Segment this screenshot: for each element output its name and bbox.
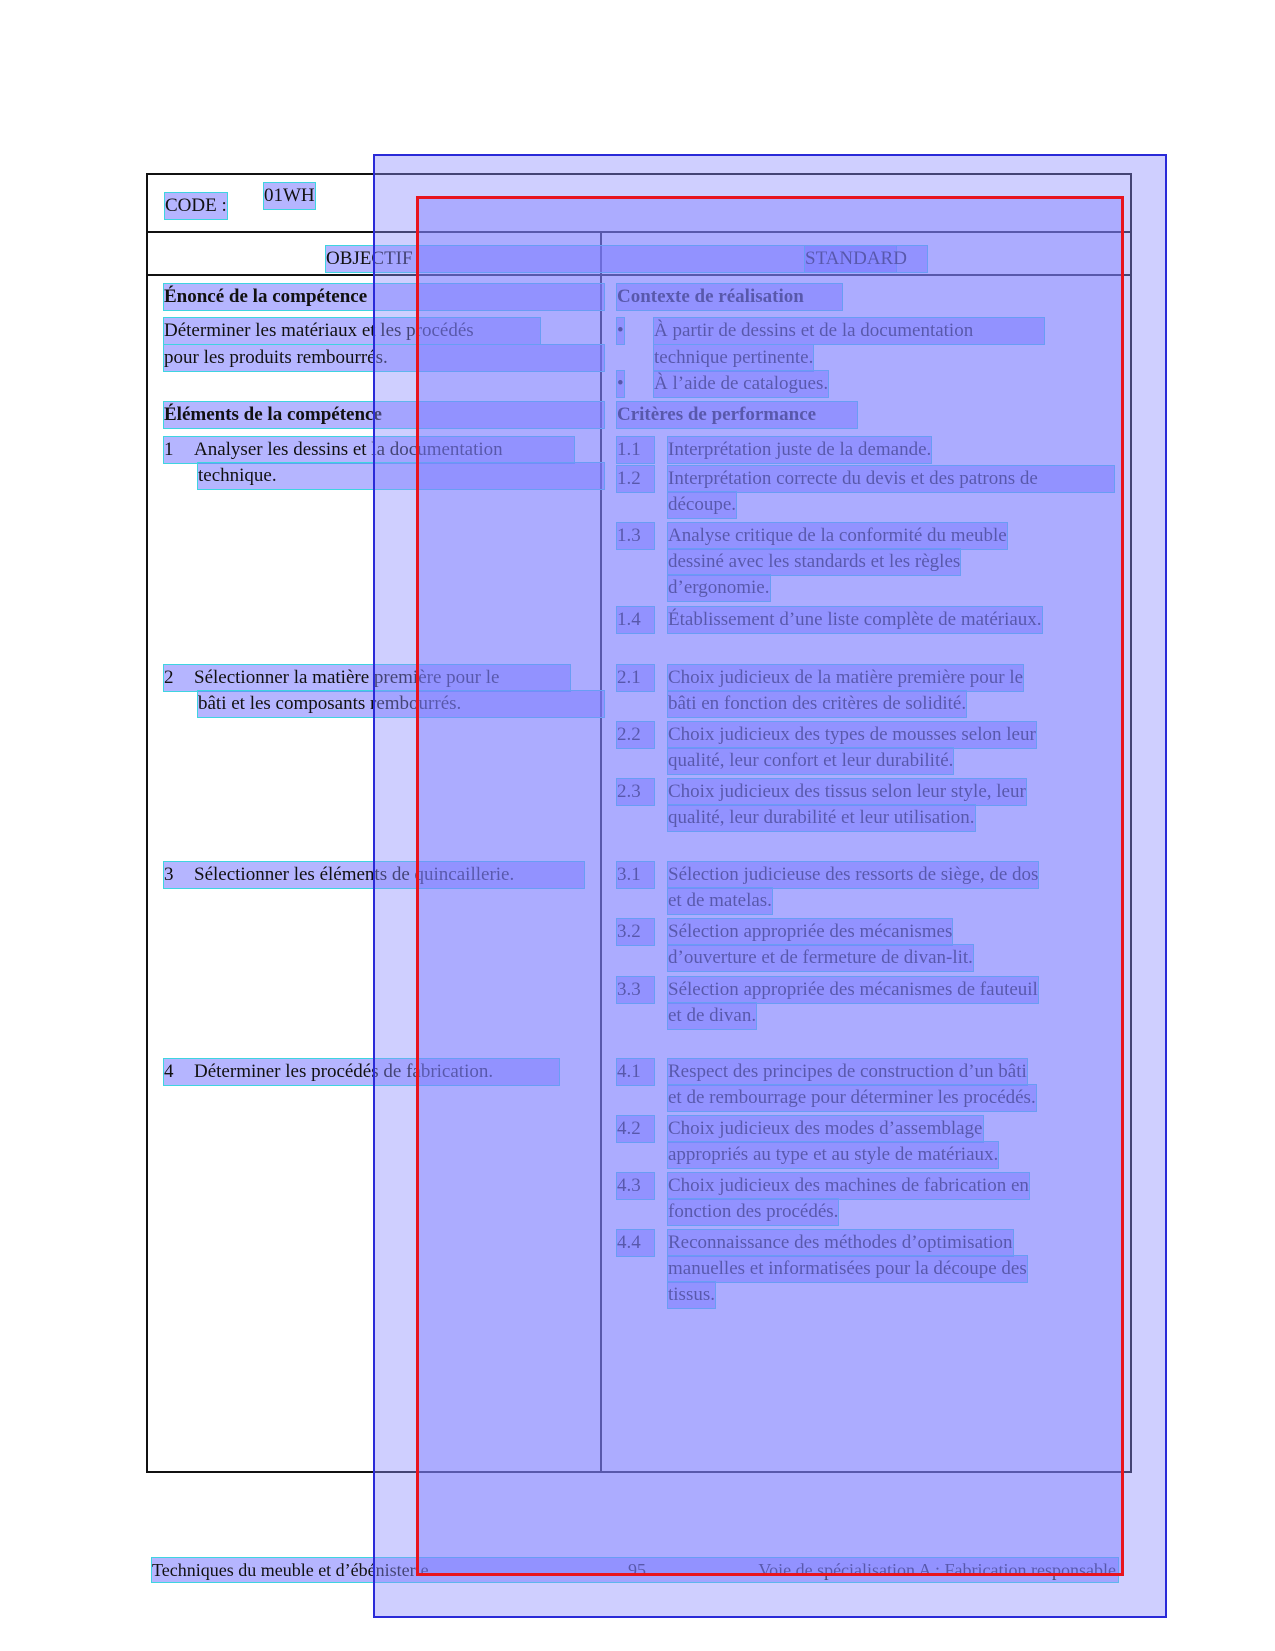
- contexte-bullet: À partir de dessins et de la documentation: [654, 318, 1044, 344]
- footer-left: Techniques du meuble et d’ébénisterie: [152, 1560, 429, 1580]
- critere-text: d’ergonomie.: [668, 575, 770, 601]
- footer-right: Voie de spécialisation A : Fabrication responsable: [758, 1560, 1116, 1580]
- critere-num: 3.1: [617, 862, 654, 888]
- contexte-title: Contexte de réalisation: [617, 284, 842, 310]
- criteres-title: Critères de performance: [617, 402, 857, 428]
- critere-text: qualité, leur durabilité et leur utilisation.: [668, 805, 975, 831]
- critere-num: 2.2: [617, 722, 654, 748]
- critere-text: manuelles et informatisées pour la découpe des: [668, 1256, 1027, 1282]
- critere-num: 4.3: [617, 1173, 654, 1199]
- critere-text: fonction des procédés.: [668, 1199, 838, 1225]
- critere-text: Choix judicieux des tissus selon leur style, leur: [668, 779, 1026, 805]
- contexte-bullet: technique pertinente.: [654, 345, 813, 371]
- critere-num: 4.2: [617, 1116, 654, 1142]
- footer-page-number: 95: [628, 1560, 646, 1580]
- bullet-icon: •: [617, 371, 624, 397]
- critere-text: et de divan.: [668, 1003, 756, 1029]
- objectif-header: OBJECTIF: [326, 246, 896, 272]
- selection-overlay: [416, 196, 1124, 1576]
- code-label: CODE :: [165, 193, 227, 219]
- elements-title: Éléments de la compétence: [164, 402, 604, 428]
- critere-text: appropriés au type et au style de matériaux.: [668, 1142, 998, 1168]
- critere-text: Reconnaissance des méthodes d’optimisation: [668, 1230, 1013, 1256]
- enonce-line: Déterminer les matériaux et les procédés: [164, 318, 540, 344]
- critere-text: Établissement d’une liste complète de matériaux.: [668, 607, 1042, 633]
- critere-num: 1.2: [617, 466, 654, 492]
- critere-text: tissus.: [668, 1282, 715, 1308]
- critere-text: Choix judicieux des types de mousses selon leur: [668, 722, 1036, 748]
- critere-num: 4.1: [617, 1059, 654, 1085]
- critere-text: Interprétation correcte du devis et des patrons de: [668, 466, 1114, 492]
- critere-num: 3.3: [617, 977, 654, 1003]
- critere-text: qualité, leur confort et leur durabilité.: [668, 748, 953, 774]
- critere-text: Respect des principes de construction d’un bâti: [668, 1059, 1027, 1085]
- critere-text: Analyse critique de la conformité du meuble: [668, 523, 1007, 549]
- bullet-icon: •: [617, 318, 624, 344]
- standard-header: STANDARD: [805, 246, 927, 272]
- critere-text: Sélection appropriée des mécanismes: [668, 919, 952, 945]
- critere-text: Choix judicieux de la matière première pour le: [668, 665, 1023, 691]
- enonce-line: pour les produits rembourrés.: [164, 345, 604, 371]
- contexte-bullet: À l’aide de catalogues.: [654, 371, 828, 397]
- enonce-title: Énoncé de la compétence: [164, 284, 604, 310]
- critere-num: 2.1: [617, 665, 654, 691]
- critere-text: bâti en fonction des critères de solidité.: [668, 691, 966, 717]
- critere-text: Sélection judicieuse des ressorts de siège, de dos: [668, 862, 1038, 888]
- critere-num: 3.2: [617, 919, 654, 945]
- element-item: 2 Sélectionner la matière première pour le: [164, 665, 570, 691]
- critere-num: 2.3: [617, 779, 654, 805]
- element-item: technique.: [198, 463, 604, 489]
- critere-text: dessiné avec les standards et les règles: [668, 549, 960, 575]
- critere-text: d’ouverture et de fermeture de divan-lit.: [668, 945, 973, 971]
- critere-num: 1.1: [617, 437, 654, 463]
- critere-text: Choix judicieux des machines de fabrication en: [668, 1173, 1029, 1199]
- element-item: 3 Sélectionner les éléments de quincaillerie.: [164, 862, 584, 888]
- element-item: 4 Déterminer les procédés de fabrication.: [164, 1059, 559, 1085]
- critere-num: 1.4: [617, 607, 654, 633]
- critere-num: 1.3: [617, 523, 654, 549]
- critere-text: découpe.: [668, 492, 736, 518]
- critere-text: Choix judicieux des modes d’assemblage: [668, 1116, 983, 1142]
- critere-text: Sélection appropriée des mécanismes de fauteuil: [668, 977, 1038, 1003]
- critere-num: 4.4: [617, 1230, 654, 1256]
- critere-text: et de matelas.: [668, 888, 772, 914]
- code-value: 01WH: [264, 183, 315, 209]
- critere-text: et de rembourrage pour déterminer les procédés.: [668, 1085, 1036, 1111]
- element-item: bâti et les composants rembourrés.: [198, 691, 604, 717]
- element-item: 1 Analyser les dessins et la documentation: [164, 437, 574, 463]
- critere-text: Interprétation juste de la demande.: [668, 437, 931, 463]
